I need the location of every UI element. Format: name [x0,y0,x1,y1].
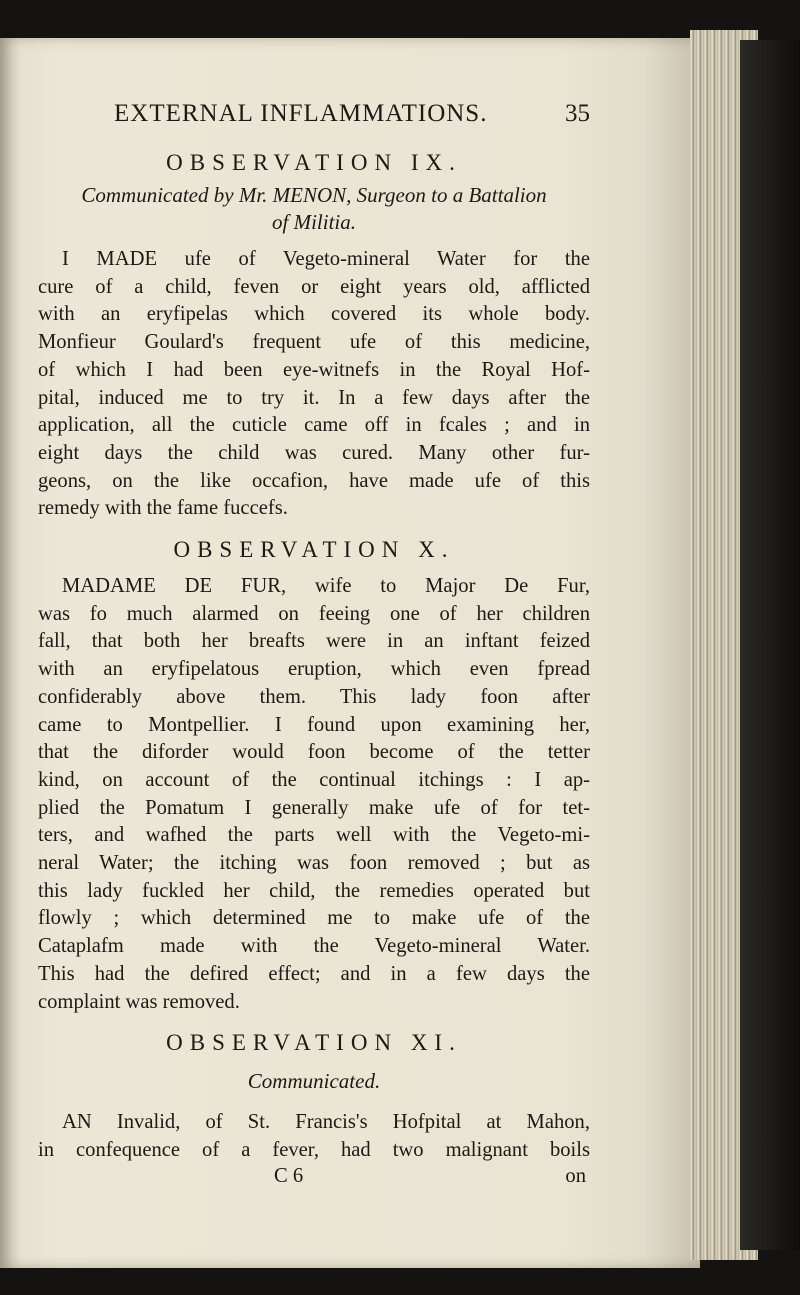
paragraph: I MADE ufe of Vegeto-mineral Water for the cure of a child, feven or eight years old, afflicted with an eryfipelas which covered its whole body. Monfieur Goulard's frequent ufe of this medicine, of which I had been eye-witnefs in the Royal Hof- pital, induced me to try it. In a few days after the application, all the cuticle came off in fcales ; and in eight days the child was cured. Many other fur- geons, on the like occafion, have made ufe of this remedy with the fame fuccefs. [38,248,590,520]
paragraph: AN Invalid, of St. Francis's Hofpital at Mahon, in confequence of a fever, had two malignant boils [38,1111,590,1161]
running-head-title: EXTERNAL INFLAMMATIONS. [114,100,488,127]
paragraph: MADAME DE FUR, wife to Major De Fur, was fo much alarmed on feeing one of her children fall, that both her breafts were in an inftant feized with an eryfipelatous eruption, which even fpread confiderably above them. This lady foon after came to Montpellier. I found upon examining her, that the diforder would foon become of the tetter kind, on account of the continual itchings : I ap- plied the Pomatum I generally make ufe of for tet- ters, and wafhed the parts well with the Vegeto-mi- neral Water; the itching was foon removed ; but as this lady fuckled her child, the remedies operated but flowly ; which determined me to make ufe of the Cataplafm made with the Vegeto-mineral Water. This had the defired effect; and in a few days the complaint was removed. [38,575,590,1013]
running-head [38,100,590,142]
page-text [38,100,590,1193]
page-number: 35 [565,100,590,127]
observation-heading: OBSERVATION X. [173,537,455,563]
communication-note: Communicated. [247,1069,381,1094]
observation-heading: OBSERVATION XI. [166,1030,462,1056]
page-footer [38,1165,590,1193]
catchword: on [565,1164,586,1187]
signature-mark: C 6 [274,1164,304,1187]
communication-note: Communicated by Mr. MENON, Surgeon to a Battalion of Militia. [81,183,547,234]
observation-heading: OBSERVATION IX. [166,150,462,175]
book-shadow [740,40,800,1250]
